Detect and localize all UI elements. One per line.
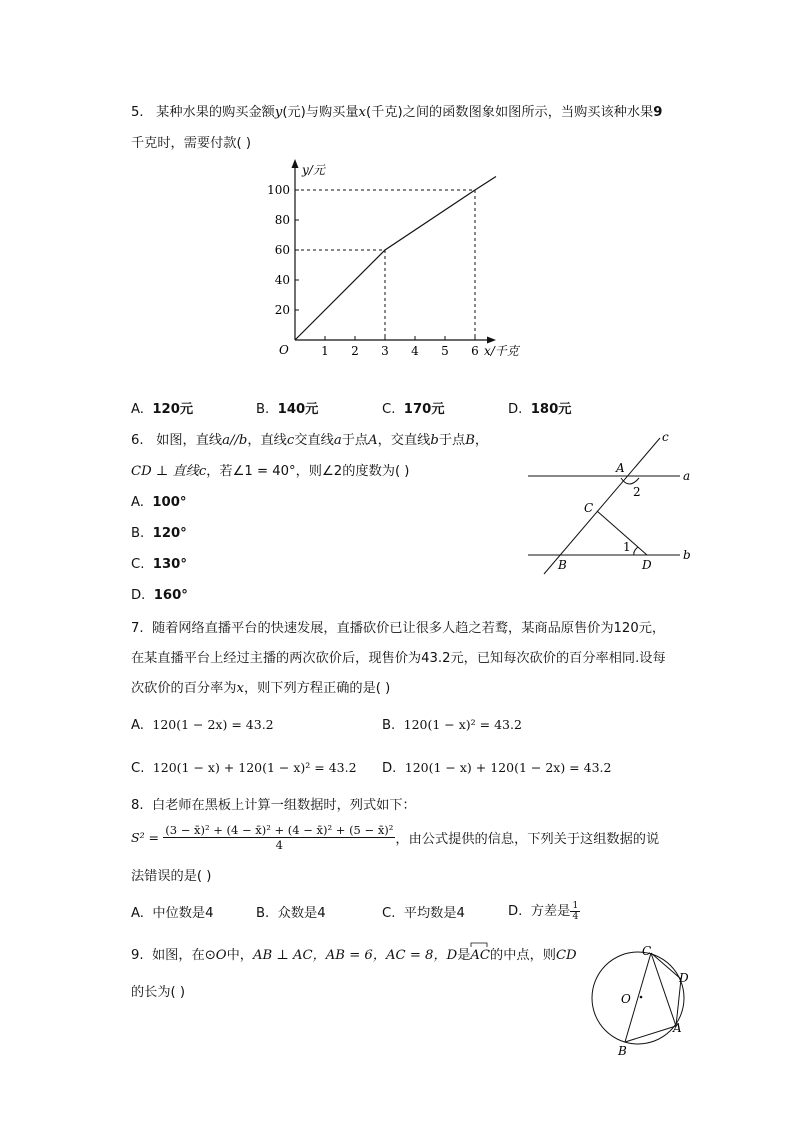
formula-denominator: 4 [275,838,283,852]
y-tick-label: 100 [267,183,290,197]
option-value: 众数是4 [277,906,326,921]
q5-var-y: y [274,105,283,120]
q6-math-parallel: a//b [222,433,248,448]
angle-1-arc [634,547,638,555]
q7-line2: 在某直播平台上经过主播的两次砍价后，现售价为43.2元，已知每次砍价的百分率相同.设每 [131,651,666,666]
formula-lhs: S² = [131,830,160,845]
x-tick-label: 6 [471,344,479,358]
q5-number: 5. [131,105,144,120]
option-letter: A. [131,718,144,733]
q6-var-c: c [198,464,207,479]
label-a: A [673,1021,682,1035]
q6-cd-perp: CD ⊥ 直线 [131,464,199,479]
q6-line1 [131,432,488,450]
option-value: 180元 [530,402,572,417]
q6-line2 [131,463,409,481]
label-d: D [679,971,689,985]
q9-line1 [131,947,577,965]
option-letter: B. [382,718,396,733]
q9-circle-o: O [215,948,227,963]
y-tick-label: 20 [274,303,290,317]
option-value: 平均数是4 [403,906,465,921]
q6-var-a: a [333,433,342,448]
q6-text-part: 交直线 [294,433,334,448]
y-axis-arrow [292,159,299,168]
label-point-b: B [558,558,567,572]
q5-option-c[interactable] [382,401,445,419]
chord-ba [625,1026,676,1042]
q7-line3 [131,680,390,698]
label-b: B [618,1044,627,1058]
q5-line1 [131,104,662,122]
option-value: 中位数是4 [152,906,214,921]
x-tick-label: 3 [381,344,389,358]
q6-option-a[interactable] [131,494,187,512]
option-letter: D. [508,402,523,417]
x-tick-label: 1 [321,344,329,358]
option-value: 120(1 − x)² = 43.2 [403,717,522,732]
q7-var-x: x [236,681,244,696]
q8-option-b[interactable] [256,905,326,923]
q7-line1 [131,620,665,638]
option-letter: B. [131,526,145,541]
option-letter: B. [256,402,270,417]
q6-option-b[interactable] [131,525,187,543]
q7-option-b[interactable] [382,716,522,735]
q5-line2: 千克时，需要付款( ) [131,136,251,151]
option-value: 100° [152,495,187,510]
q9-conditions: AB ⊥ AC，AB = 6，AC = 8， [252,948,447,963]
option-letter: A. [131,402,144,417]
y-tick-label: 40 [274,273,290,287]
option-value: 140元 [277,402,319,417]
arc-symbol [470,942,488,948]
label-point-c: C [584,501,594,515]
q9-number: 9. [131,948,144,963]
q8-option-a[interactable] [131,905,214,923]
q6-text-part: 于点 [438,433,466,448]
option-value: 120(1 − x) + 120(1 − 2x) = 43.2 [404,760,612,775]
option-value: 160° [153,588,188,603]
q6-text-part: 于点 [341,433,369,448]
q7-option-d[interactable] [382,759,611,778]
q9-figure [588,940,698,1060]
q5-text-part: (元)与购买量 [282,105,359,120]
q5-var-x: x [358,105,366,120]
q9-line2: 的长为( ) [131,985,186,1000]
y-tick-label: 60 [274,243,290,257]
option-value: 120(1 − x) + 120(1 − x)² = 43.2 [152,760,357,775]
q6-figure [520,428,700,578]
q6-point-a: A [368,433,378,448]
x-tick-label: 2 [351,344,359,358]
option-letter: A. [131,495,144,510]
q8-formula-line [131,823,659,852]
q6-option-c[interactable] [131,556,187,574]
label-angle-1: 1 [623,540,631,554]
label-o: O [621,992,631,1006]
q6-number: 6. [131,433,144,448]
q9-text-part: 的中点，则 [490,948,556,963]
q8-option-d[interactable] [508,900,580,922]
fraction-numerator: 1 [572,899,579,911]
q8-text-line1: 白老师在黑板上计算一组数据时，列式如下： [151,798,416,813]
q6-text-part: ，直线 [247,433,287,448]
option-letter: C. [382,906,396,921]
q7-option-a[interactable] [131,716,274,735]
x-axis-arrow [487,337,496,344]
q5-text-part: 某种水果的购买金额 [156,105,275,120]
x-tick-label: 4 [411,344,419,358]
label-c: C [642,944,652,958]
q5-option-a[interactable] [131,401,193,419]
q6-point-b: B [465,433,475,448]
q6-text-part: ，交直线 [377,433,431,448]
q8-option-c[interactable] [382,905,465,923]
q5-number-9: 9 [653,105,663,120]
q9-text-part: 中， [226,948,253,963]
angle-2-arc [621,478,639,484]
q6-text-part: ，若∠1 = 40°，则∠2的度数为( ) [206,464,410,479]
option-value: 方差是 [530,904,571,919]
y-axis-label: y/元 [302,163,325,177]
option-letter: C. [131,557,145,572]
q6-text-part: ， [474,433,489,448]
formula-numerator: (3 − x̄)² + (4 − x̄)² + (4 − x̄)² + (5 − x̄)² [165,823,394,837]
y-tick-label: 80 [274,213,290,227]
segment-cd [597,511,647,555]
line-c [544,438,660,574]
option-value: 170元 [403,402,445,417]
option-letter: A. [131,906,144,921]
q7-option-c[interactable] [131,759,357,778]
option-letter: D. [382,761,397,776]
arc-label: AC [470,948,491,963]
q7-text-line1: 随着网络直播平台的快速发展，直播砍价已让很多人趋之若鹜，某商品原售价为120元， [151,621,666,636]
q8-number: 8. [131,798,144,813]
q9-arc-ac [470,947,490,965]
label-angle-2: 2 [633,485,641,499]
q6-option-d[interactable] [131,587,188,605]
label-c: c [662,430,669,444]
q6-var-b: b [430,433,439,448]
option-d-fraction [570,901,580,922]
option-letter: D. [131,588,146,603]
q5-chart [262,155,532,365]
q9-text-part: 是 [457,948,471,963]
option-value: 120° [152,526,187,541]
q8-text-tail: ，由公式提供的信息，下列关于这组数据的说 [395,832,660,847]
q7-number: 7. [131,621,144,636]
fraction-denominator: 4 [572,910,579,922]
q5-option-b[interactable] [256,401,318,419]
formula-fraction [163,823,395,852]
label-b: b [683,548,691,562]
option-value: 130° [152,557,187,572]
x-axis-label: x/千克 [484,344,519,358]
function-line [295,177,496,341]
q7-text-part: ，则下列方程正确的是( ) [243,681,391,696]
option-value: 120元 [152,402,194,417]
option-letter: B. [256,906,270,921]
q8-line1 [131,797,416,815]
q6-text-part: 如图，直线 [156,433,223,448]
q9-segment-cd: CD [555,948,577,963]
option-letter: C. [131,761,145,776]
origin-label: O [279,343,289,357]
label-point-d: D [642,558,652,572]
q6-var-c: c [286,433,295,448]
q5-option-d[interactable] [508,401,571,419]
option-value: 120(1 − 2x) = 43.2 [152,717,274,732]
label-point-a: A [616,461,625,475]
option-letter: C. [382,402,396,417]
q8-line3: 法错误的是( ) [131,869,212,884]
q9-point-d: D [446,948,458,963]
label-a: a [683,469,691,483]
x-tick-label: 5 [441,344,449,358]
q5-text-part: (千克)之间的函数图象如图所示，当购买该种水果 [365,105,654,120]
q9-text-part: 如图，在⊙ [151,948,216,963]
option-letter: D. [508,904,523,919]
q7-text-part: 次砍价的百分率为 [131,681,237,696]
center-dot [640,996,643,999]
